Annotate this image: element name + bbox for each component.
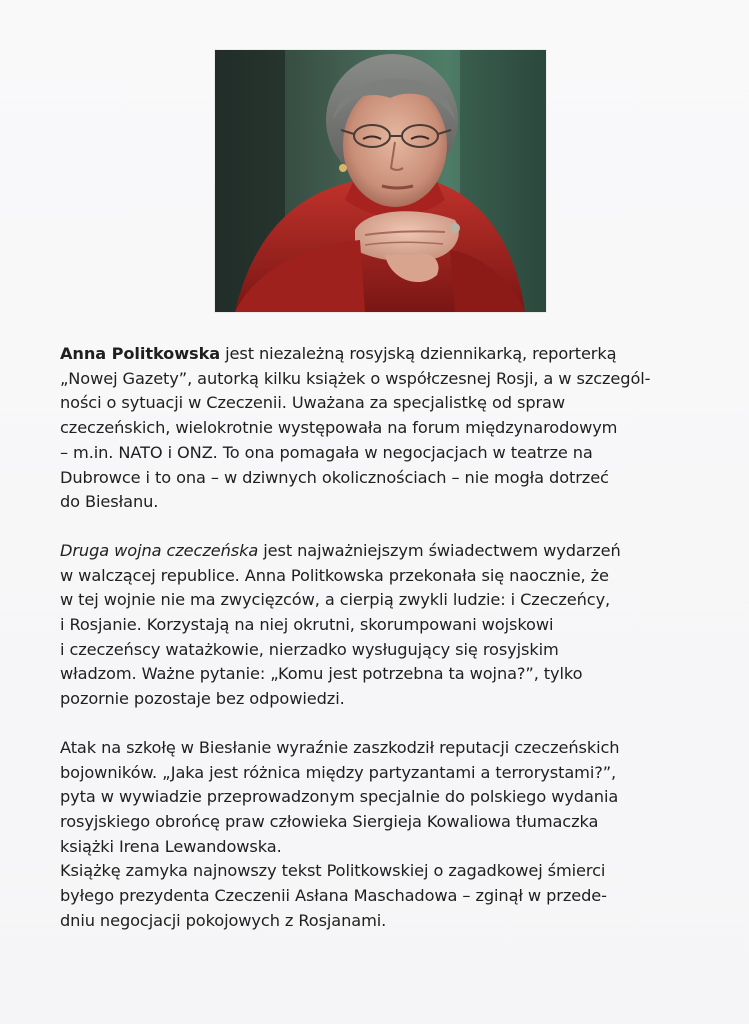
description-text (60, 342, 720, 933)
text-line: do Biesłanu. (60, 492, 159, 512)
book-title: Druga wojna czeczeńska (60, 540, 259, 560)
text-line: ności o sytuacji w Czeczenii. Uważana za specjalistkę od spraw (60, 393, 566, 413)
text-line: rosyjskiego obrońcę praw człowieka Siergieja Kowaliowa tłumaczka (60, 811, 599, 831)
text-line: pozornie pozostaje bez odpowiedzi. (60, 689, 345, 709)
text-line: pyta w wywiadzie przeprowadzonym specjalnie do polskiego wydania (60, 787, 619, 807)
text-line: w walczącej republice. Anna Politkowska przekonała się naocznie, że (60, 565, 609, 585)
text-line: „Nowej Gazety”, autorką kilku książek o współczesnej Rosji, a w szczegól- (60, 368, 651, 388)
text-line: władzom. Ważne pytanie: „Komu jest potrzebna ta wojna?”, tylko (60, 664, 583, 684)
text-line: Atak na szkołę w Biesłanie wyraźnie zaszkodził reputacji czeczeńskich (60, 737, 620, 757)
portrait-image (215, 50, 546, 312)
text-line: bojowników. „Jaka jest różnica między partyzantami a terrorystami?”, (60, 762, 617, 782)
paragraph-spacer (60, 712, 720, 736)
text-line: Anna Politkowska jest niezależną rosyjską dziennikarką, reporterką (60, 344, 617, 363)
paragraph-spacer (60, 515, 720, 539)
text-line: byłego prezydenta Czeczenii Asłana Maschadowa – zginął w przede- (60, 886, 607, 906)
text-line: i czeczeńscy watażkowie, nierzadko wysługujący się rosyjskim (60, 639, 559, 659)
author-name: Anna Politkowska (60, 344, 221, 363)
text-line: Dubrowce i to ona – w dziwnych okolicznościach – nie mogła dotrzeć (60, 467, 609, 487)
text-line: Druga wojna czeczeńska jest najważniejszym świadectwem wydarzeń (60, 540, 621, 560)
text-line: w tej wojnie nie ma zwycięzców, a cierpią zwykli ludzie: i Czeczeńcy, (60, 590, 611, 610)
text-line: dniu negocjacji pokojowych z Rosjanami. (60, 910, 387, 930)
author-photo (215, 50, 546, 312)
paragraph-author-bio (60, 342, 720, 515)
text-line: i Rosjanie. Korzystają na niej okrutni, skorumpowani wojskowi (60, 615, 554, 635)
text-line: – m.in. NATO i ONZ. To ona pomagała w negocjacjach w teatrze na (60, 442, 593, 462)
paragraph-book-summary (60, 539, 720, 712)
text-line: książki Irena Lewandowska. (60, 836, 282, 856)
text-line: czeczeńskich, wielokrotnie występowała na forum międzynarodowym (60, 418, 618, 438)
text-line: Książkę zamyka najnowszy tekst Politkowskiej o zagadkowej śmierci (60, 861, 606, 881)
paragraph-beslan-details (60, 736, 720, 934)
